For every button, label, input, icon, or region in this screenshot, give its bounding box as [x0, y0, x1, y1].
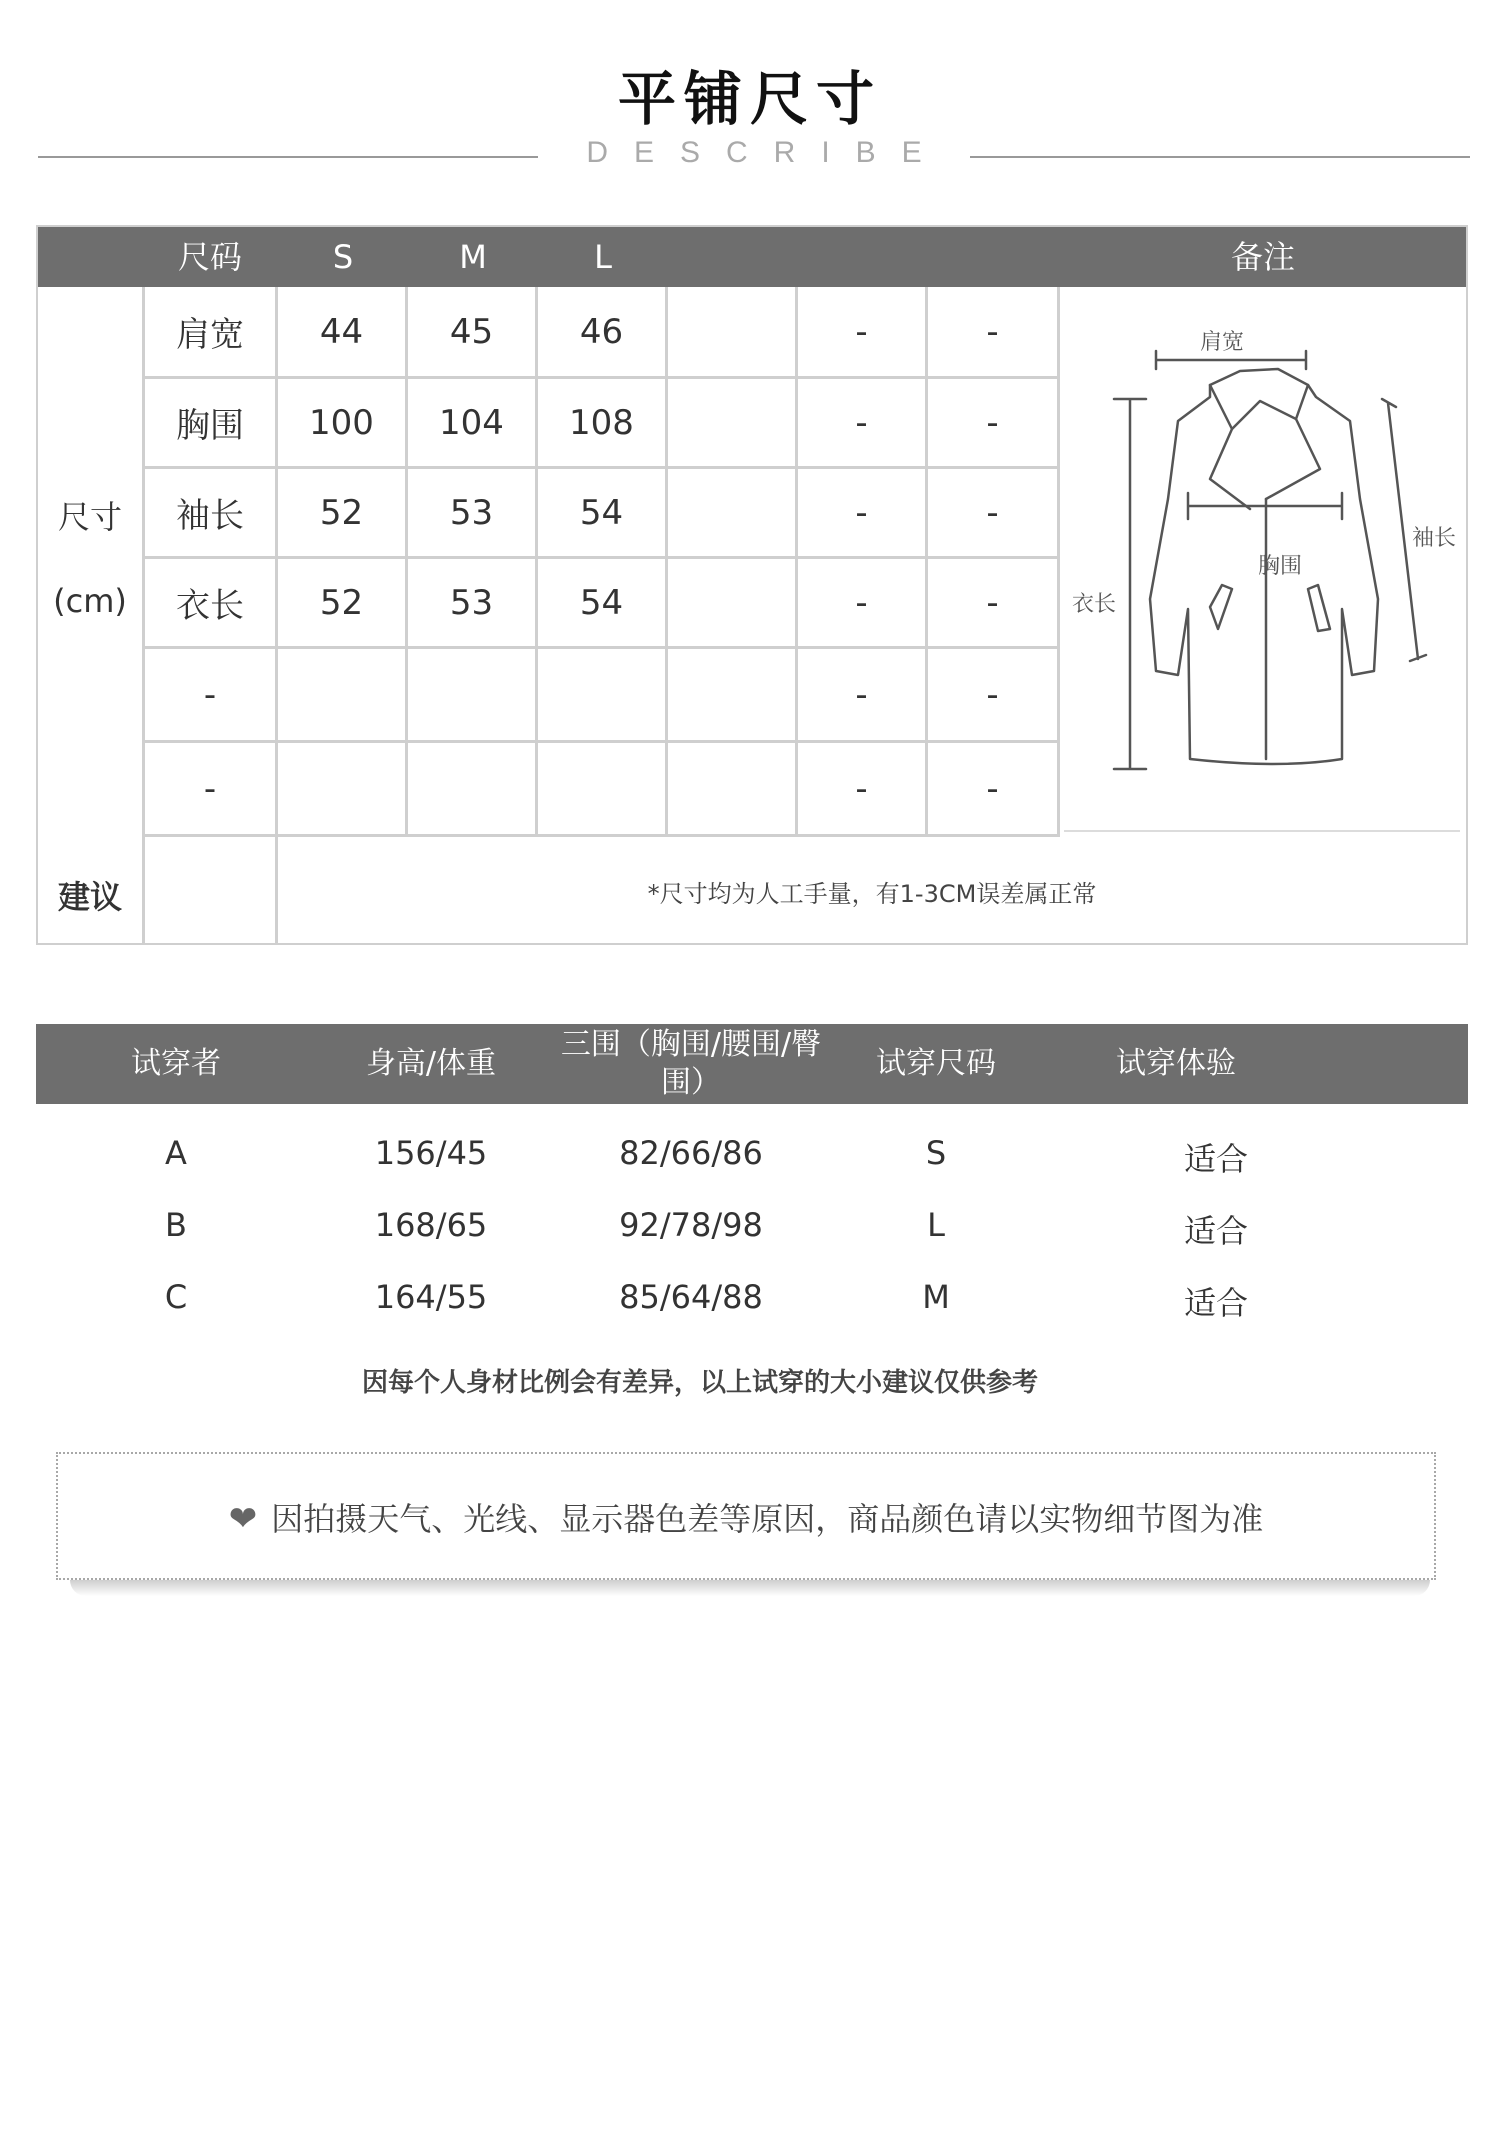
try-on-cell-exp: 适合 [1183, 1212, 1248, 1250]
advice-note: *尺寸均为人工手量，有1-3CM误差属正常 [647, 879, 1097, 908]
size-cell-c6: - [928, 649, 1060, 743]
try-on-cell-tester: C [164, 1278, 188, 1316]
size-cell-name: - [142, 649, 278, 743]
header-note: 备注 [1230, 238, 1295, 276]
size-cell-c6: - [928, 559, 1060, 649]
size-cell-c6: - [928, 287, 1060, 379]
header-height-weight: 身高/体重 [365, 1046, 497, 1081]
size-cell-c6: - [928, 743, 1060, 837]
size-cell-l [538, 743, 668, 837]
size-cell-c5: - [798, 649, 928, 743]
size-cell-s: 52 [278, 469, 408, 559]
header-measurements: 三围（胸围/腰围/臀围） [560, 1027, 822, 1100]
size-cell-name: 袖长 [142, 469, 278, 559]
diagram-label-shoulder: 肩宽 [1200, 330, 1245, 355]
size-cell-c5: - [798, 379, 928, 469]
divider-line-right [970, 156, 1470, 158]
color-notice-text: 因拍摄天气、光线、显示器色差等原因，商品颜色请以实物细节图为准 [271, 1500, 1264, 1538]
size-cell-m [408, 649, 538, 743]
header-experience: 试穿体验 [1116, 1046, 1236, 1081]
color-notice [58, 1494, 1434, 1540]
side-label-unit: (cm) [53, 582, 127, 620]
size-cell-name: 衣长 [142, 559, 278, 649]
size-cell-l: 54 [538, 469, 668, 559]
size-cell-c4 [668, 649, 798, 743]
diagram-label-length: 衣长 [1072, 592, 1117, 617]
header-size: 尺码 [177, 238, 242, 276]
size-cell-s: 52 [278, 559, 408, 649]
size-cell-c4 [668, 559, 798, 649]
size-cell-name: - [142, 743, 278, 837]
size-cell-c5: - [798, 469, 928, 559]
size-cell-m [408, 743, 538, 837]
diagram-label-chest: 胸围 [1258, 554, 1303, 579]
try-on-cell-size: S [925, 1134, 947, 1172]
coat-diagram [1060, 289, 1466, 837]
try-on-cell-hw: 156/45 [374, 1134, 488, 1172]
try-on-header [36, 1024, 1468, 1104]
size-cell-c4 [668, 287, 798, 379]
size-cell-name: 肩宽 [142, 287, 278, 379]
header-tester: 试穿者 [131, 1046, 221, 1081]
diagram-label-sleeve: 袖长 [1412, 526, 1457, 551]
size-cell-c6: - [928, 379, 1060, 469]
size-cell-s [278, 743, 408, 837]
try-on-cell-hw: 164/55 [374, 1278, 488, 1316]
size-table-header [38, 227, 1466, 287]
heart-icon: ❤ [228, 1499, 258, 1539]
size-cell-m: 53 [408, 559, 538, 649]
try-on-cell-m: 92/78/98 [619, 1206, 763, 1244]
try-on-cell-hw: 168/65 [374, 1206, 488, 1244]
size-cell-m: 104 [408, 379, 538, 469]
size-cell-s: 44 [278, 287, 408, 379]
notice-shadow [70, 1580, 1430, 1596]
size-table [36, 225, 1468, 945]
side-label-size: 尺寸 [57, 498, 122, 536]
size-cell-l: 108 [538, 379, 668, 469]
try-on-cell-m: 82/66/86 [619, 1134, 763, 1172]
try-on-cell-m: 85/64/88 [619, 1278, 763, 1316]
size-cell-s [278, 649, 408, 743]
header-s: S [332, 238, 354, 276]
size-cell-l: 54 [538, 559, 668, 649]
size-cell-l [538, 649, 668, 743]
advice-empty-cell [142, 837, 278, 945]
header-l: L [594, 238, 612, 276]
size-cell-c5: - [798, 743, 928, 837]
size-cell-l: 46 [538, 287, 668, 379]
divider-line-left [38, 156, 538, 158]
try-on-cell-size: M [922, 1278, 950, 1316]
color-notice-box [56, 1452, 1436, 1580]
try-on-cell-tester: A [165, 1134, 187, 1172]
size-cell-m: 45 [408, 287, 538, 379]
size-cell-c6: - [928, 469, 1060, 559]
advice-label: 建议 [57, 878, 122, 916]
size-cell-c4 [668, 743, 798, 837]
try-on-cell-exp: 适合 [1183, 1284, 1248, 1322]
size-cell-c5: - [798, 559, 928, 649]
size-cell-s: 100 [278, 379, 408, 469]
header-m: M [459, 238, 487, 276]
try-on-cell-tester: B [165, 1206, 187, 1244]
header-try-size: 试穿尺码 [876, 1046, 996, 1081]
describe-subtitle: DESCRIBE [586, 136, 948, 169]
size-cell-c5: - [798, 287, 928, 379]
try-on-cell-size: L [927, 1206, 945, 1244]
page-title: 平铺尺寸 [617, 65, 882, 133]
size-cell-name: 胸围 [142, 379, 278, 469]
try-on-cell-exp: 适合 [1183, 1140, 1248, 1178]
describe-divider [38, 136, 1470, 176]
size-disclaimer: 因每个人身材比例会有差异，以上试穿的大小建议仅供参考 [361, 1368, 1038, 1398]
size-cell-c4 [668, 379, 798, 469]
size-cell-c4 [668, 469, 798, 559]
size-cell-m: 53 [408, 469, 538, 559]
